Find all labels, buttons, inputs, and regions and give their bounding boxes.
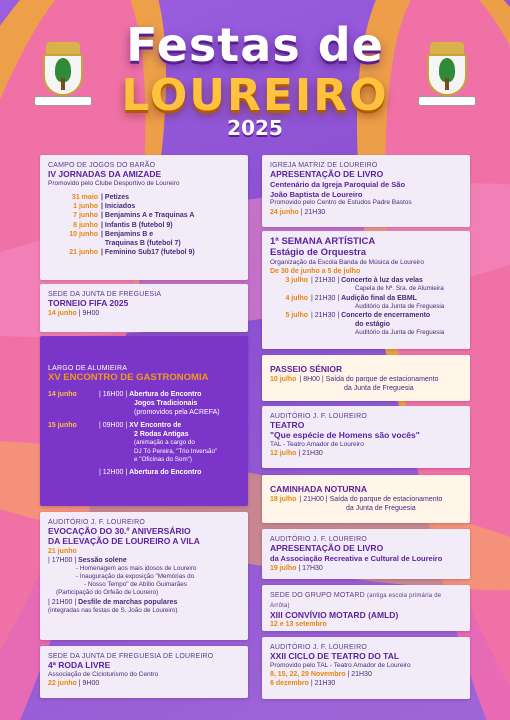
event-time: 17H30 — [302, 564, 323, 572]
event-location: SEDE DA JUNTA DE FREGUESIA DE LOUREIRO — [48, 653, 214, 660]
event-time: 21H00 — [303, 495, 324, 503]
event-subitems: - Homenagem aos mais idosos de Loureiro - Inauguração da exposição "Memórias do - Nosso Tempo" de Abílio Guimarães — [48, 565, 240, 590]
schedule-row: 7 junho | Benjamins A e Traquinas A — [73, 212, 195, 220]
coat-of-arms-icon — [418, 40, 476, 108]
title-festas: Festas de — [126, 18, 384, 72]
schedule-row: 10 junho | Benjamins B e — [69, 230, 154, 238]
event-date: 14 junho — [48, 309, 77, 317]
schedule-row: 5 julho | 21H30 | Concerto de encerramento — [285, 311, 431, 319]
event-location: IGREJA MATRIZ DE LOUREIRO — [270, 162, 378, 169]
schedule-row: 31 maio | Petizes — [71, 194, 130, 202]
event-location: SEDE DO GRUPO MOTARD (antiga escola primária de Arrôta) — [270, 592, 442, 609]
event-time: 9H00 — [82, 309, 100, 317]
event-organizer: Promovido pelo Centro de Estudos Padre Bastos — [270, 199, 412, 207]
event-date: 19 julho — [270, 564, 297, 572]
event-time: 8H00 — [303, 375, 320, 383]
event-apresentacao-livro-centenario: IGREJA MATRIZ DE LOUREIRO APRESENTAÇÃO DE LIVRO Centenário da Igreja Paroquial de São João Baptista de Loureiro Promovido pelo Centro de Estudos Padre Bastos 24 junho | 21H30 — [262, 155, 470, 227]
event-subtitle: "Que espécie de Homens são vocês" — [270, 429, 420, 440]
event-title: PASSEIO SÉNIOR — [270, 364, 343, 374]
event-teatro: AUDITÓRIO J. F. LOUREIRO TEATRO "Que espécie de Homens são vocês" TAL - Teatro Amador de Loureiro 12 julho | 21H30 — [262, 406, 470, 468]
event-title: XXII CICLO DE TEATRO DO TAL — [270, 651, 400, 662]
event-apresentacao-livro-arcl: AUDITÓRIO J. F. LOUREIRO APRESENTAÇÃO DE LIVRO da Associação Recreativa e Cultural de Loureiro 19 julho | 17H30 — [262, 529, 470, 579]
event-date: 21 junho — [48, 547, 77, 555]
schedule-row: Traquinas B (futebol 7) — [104, 239, 181, 247]
event-time: 9H00 — [82, 680, 100, 688]
event-passeio-senior: PASSEIO SÉNIOR 10 julho | 8H00 | Saída do parque de estacionamento da Junta de Freguesia — [262, 355, 470, 401]
event-organizer: Associação de Cicloturismo do Centro — [48, 670, 159, 678]
event-date: 24 junho — [270, 208, 299, 216]
event-title: TEATRO — [270, 420, 305, 431]
event-evocacao-aniversario: AUDITÓRIO J. F. LOUREIRO EVOCAÇÃO DO 30.º ANIVERSÁRIO DA ELEVAÇÃO DE LOUREIRO A VILA 21 junho | 17H00 | Sessão solene - Homenagem aos mais idosos de Loureiro - Inauguração da exposição "Memórias do - Nosso Tempo" de Abílio Guimarães (Participação do Orfeão de Loureiro) | 21H00 | Desfile de marchas populares (integradas nas festas de S. João de Loureiro) — [40, 512, 248, 640]
title-year: 2025 — [227, 116, 283, 140]
event-subtitle: Estágio de Orquestra — [270, 246, 367, 258]
event-title: IV JORNADAS DA AMIZADE — [48, 169, 162, 180]
event-date-range: De 30 de junho a 5 de julho — [270, 268, 361, 276]
event-date: 22 junho — [48, 680, 77, 688]
event-location: LARGO DE ALUMIEIRA — [48, 365, 128, 372]
event-location: AUDITÓRIO J. F. LOUREIRO — [270, 644, 367, 651]
title-loureiro: LOUREIRO — [121, 70, 389, 121]
event-jornadas-amizade — [40, 155, 248, 280]
event-location: AUDITÓRIO J. F. LOUREIRO — [270, 413, 367, 420]
event-time: 21H30 — [302, 450, 323, 458]
event-title: XIII CONVÍVIO MOTARD (AMLD) — [270, 609, 399, 620]
event-roda-livre: SEDE DA JUNTA DE FREGUESIA DE LOUREIRO 4ª RODA LIVRE Associação de Cicloturismo do Centro 22 junho | 9H00 — [40, 646, 248, 698]
event-title: XV ENCONTRO DE GASTRONOMIA — [48, 372, 209, 384]
schedule-row: 3 julho | 21H30 | Concerto à luz das velas — [285, 277, 423, 285]
event-time: 21H30 — [314, 680, 336, 688]
event-organizer: TAL - Teatro Amador de Loureiro — [270, 440, 364, 448]
event-organizer: Promovido pelo TAL - Teatro Amador de Loureiro — [270, 661, 411, 669]
event-caminhada-noturna: CAMINHADA NOTURNA 18 julho | 21H00 | Saída do parque de estacionamento da Junta de Freguesia — [262, 475, 470, 523]
event-date: 15 junho — [48, 422, 77, 430]
event-subtitle: da Associação Recreativa e Cultural de Loureiro — [270, 553, 443, 563]
event-title: TORNEIO FIFA 2025 — [48, 298, 129, 309]
event-title: 1ª SEMANA ARTÍSTICA — [270, 236, 376, 247]
event-date: 18 julho — [270, 495, 297, 503]
event-location: AUDITÓRIO J. F. LOUREIRO — [48, 519, 145, 526]
event-location: CAMPO DE JOGOS DO BARÃO — [48, 162, 156, 169]
event-torneio-fifa: SEDE DA JUNTA DE FREGUESIA TORNEIO FIFA 2025 14 junho | 9H00 — [40, 284, 248, 332]
event-time: 21H30 — [351, 671, 372, 679]
event-date: 10 julho — [270, 375, 297, 383]
event-date: 8, 15, 22, 29 Novembro — [270, 671, 346, 679]
event-date: 14 junho — [48, 391, 77, 399]
event-location: AUDITÓRIO J. F. LOUREIRO — [270, 536, 367, 543]
event-semana-artistica: 1ª SEMANA ARTÍSTICA Estágio de Orquestra Organização da Escola Banda de Música de Loureiro De 30 de junho a 5 de julho 3 julho | 21H30 | Concerto à luz das velas Capela de Nª. Sra. de Alumieira 4 julho | 21H30 | Audição final da EBML Auditório da Junta de Freguesia 5 julho | 21H30 | Concerto de encerramento do estágio Auditório da Junta de Freguesia — [262, 231, 470, 349]
event-encontro-gastronomia: LARGO DE ALUMIEIRA XV ENCONTRO DE GASTRONOMIA 14 junho | 16H00 | Abertura do Encontro Jogos Tradicionais (promovidos pela ACREFA) 15 junho | 09H00 | XV Encontro de 2 Rodas Antigas (animação a cargo do DJ Tó Pereira, "Trio Inversão" e "Oficinas do Som") | 12H00 | Abertura do Encontro — [40, 336, 248, 506]
schedule-row: 21 junho | Feminino Sub17 (futebol 9) — [69, 248, 195, 256]
event-ciclo-teatro: AUDITÓRIO J. F. LOUREIRO XXII CICLO DE TEATRO DO TAL Promovido pelo TAL - Teatro Amador de Loureiro 8, 15, 22, 29 Novembro | 21H30 6 dezembro | 21H30 — [262, 637, 470, 699]
event-time: 21H30 — [304, 208, 326, 216]
event-title: APRESENTAÇÃO DE LIVRO — [270, 169, 384, 180]
event-organizer: Promovido pelo Clube Desportivo de Loureiro — [48, 179, 180, 187]
event-title: CAMINHADA NOTURNA — [270, 484, 367, 494]
poster-header — [0, 0, 510, 150]
event-convivio-motard — [262, 585, 470, 631]
event-title: 4ª RODA LIVRE — [48, 660, 111, 671]
event-title-line2: DA ELEVAÇÃO DE LOUREIRO A VILA — [48, 535, 200, 546]
event-subtitle: Centenário da Igreja Paroquial de São — [270, 179, 406, 189]
schedule-row: 8 junho | Infantis B (futebol 9) — [73, 221, 173, 229]
schedule-row: 1 junho | Iniciados — [73, 203, 136, 211]
event-date: 12 e 13 setembro — [270, 621, 327, 629]
event-date: 6 dezembro — [270, 680, 309, 688]
event-location: SEDE DA JUNTA DE FREGUESIA — [48, 291, 162, 298]
event-title: EVOCAÇÃO DO 30.º ANIVERSÁRIO — [48, 526, 191, 537]
schedule-row: 4 julho | 21H30 | Audição final da EBML — [285, 294, 417, 302]
event-title: APRESENTAÇÃO DE LIVRO — [270, 543, 384, 554]
event-subtitle-line2: João Baptista de Loureiro — [270, 189, 363, 199]
event-date: 12 julho — [270, 450, 297, 458]
event-organizer: Organização da Escola Banda de Música de Loureiro — [270, 258, 424, 266]
